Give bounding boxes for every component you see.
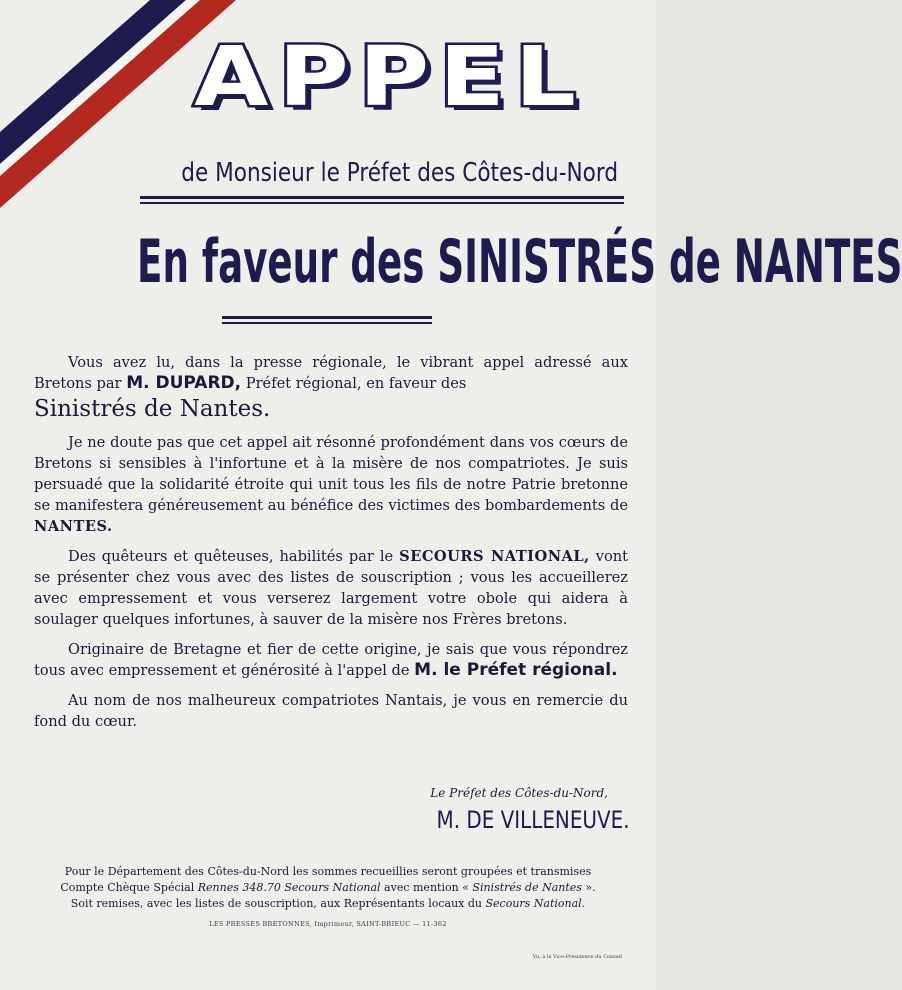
p1-text-a: Vous avez lu, dans la presse régionale, le vibrant appel adressé aux Bretons par bbox=[34, 354, 628, 392]
paragraph-5 bbox=[34, 690, 628, 732]
headline-rule-bottom bbox=[222, 322, 432, 324]
paragraph-2 bbox=[34, 432, 628, 537]
p3-org: SECOURS NATIONAL, bbox=[399, 548, 590, 565]
footer-line-3-b: Secours National. bbox=[485, 897, 586, 910]
footer-line-2 bbox=[30, 880, 626, 896]
p1-text-b: Préfet régional, en faveur des bbox=[241, 375, 467, 392]
p1-big-line: Sinistrés de Nantes. bbox=[34, 396, 271, 422]
p4-strong: M. le Préfet régional. bbox=[414, 660, 618, 680]
signature-role: Le Préfet des Côtes-du-Nord, bbox=[430, 786, 608, 800]
paragraph-4 bbox=[34, 639, 628, 681]
poster-headline: En faveur des SINISTRÉS de NANTES bbox=[137, 227, 902, 297]
footer-line-3-a: Soit remises, avec les listes de souscription, aux Représentants locaux du bbox=[70, 897, 486, 910]
footer-line-2-d: Sinistrés de Nantes bbox=[472, 881, 582, 894]
subtitle-rule-top bbox=[140, 196, 624, 199]
p4-text-a: Originaire de Bretagne et fier de cette origine, je sais que vous répondrez tous avec empressement et générosité à l'appel de bbox=[34, 641, 628, 679]
subtitle-rule-bottom bbox=[140, 202, 624, 204]
p3-text-b: vont se présenter chez vous avec des listes de souscription ; vous les accueillerez avec empressement et vous verserez largement votre obole qui aidera à soulager quelques infortunes, à sauver de la misère nos Frères bretons. bbox=[34, 548, 628, 628]
footer-line-1: Pour le Département des Côtes-du-Nord les sommes recueillies seront groupées et transmises bbox=[64, 865, 592, 878]
footer-line-2-a: Compte Chèque Spécial bbox=[60, 881, 198, 894]
headline-rule-top bbox=[222, 316, 432, 319]
p2-city: NANTES. bbox=[34, 518, 113, 535]
footer-line-2-c: avec mention « bbox=[380, 881, 473, 894]
poster-title: APPEL bbox=[194, 29, 586, 125]
paragraph-3 bbox=[34, 546, 628, 630]
p5-text: Au nom de nos malheureux compatriotes Nantais, je vous en remercie du fond du cœur. bbox=[34, 692, 628, 730]
footer-note bbox=[30, 864, 626, 912]
footer-line-2-b: Rennes 348.70 Secours National bbox=[197, 881, 381, 894]
signature-name: M. DE VILLENEUVE. bbox=[436, 806, 630, 834]
footer-line-3 bbox=[30, 896, 626, 912]
paragraph-1 bbox=[34, 352, 628, 423]
poster-subtitle: de Monsieur le Préfet des Côtes-du-Nord bbox=[181, 158, 619, 188]
appeal-body bbox=[34, 352, 628, 741]
p3-text-a: Des quêteurs et quêteuses, habilités par le bbox=[68, 548, 400, 565]
p2-text-a: Je ne doute pas que cet appel ait résonné profondément dans vos cœurs de Bretons si sensibles à l'infortune et à la misère de nos compatriotes. Je suis persuadé que la solidarité étroite qui unit tous les fils de notre Patrie bretonne se manifestera généreusement au bénéfice des victimes des bombardements de bbox=[34, 434, 628, 514]
p1-name: M. DUPARD, bbox=[126, 373, 242, 393]
printer-credit: LES PRESSES BRETONNES, Imprimeur, SAINT-BRIEUC — 11-362 bbox=[209, 920, 447, 928]
visa-note: Vu, à la Vice-Présidence du Conseil bbox=[532, 954, 622, 960]
footer-line-2-e: ». bbox=[581, 881, 596, 894]
